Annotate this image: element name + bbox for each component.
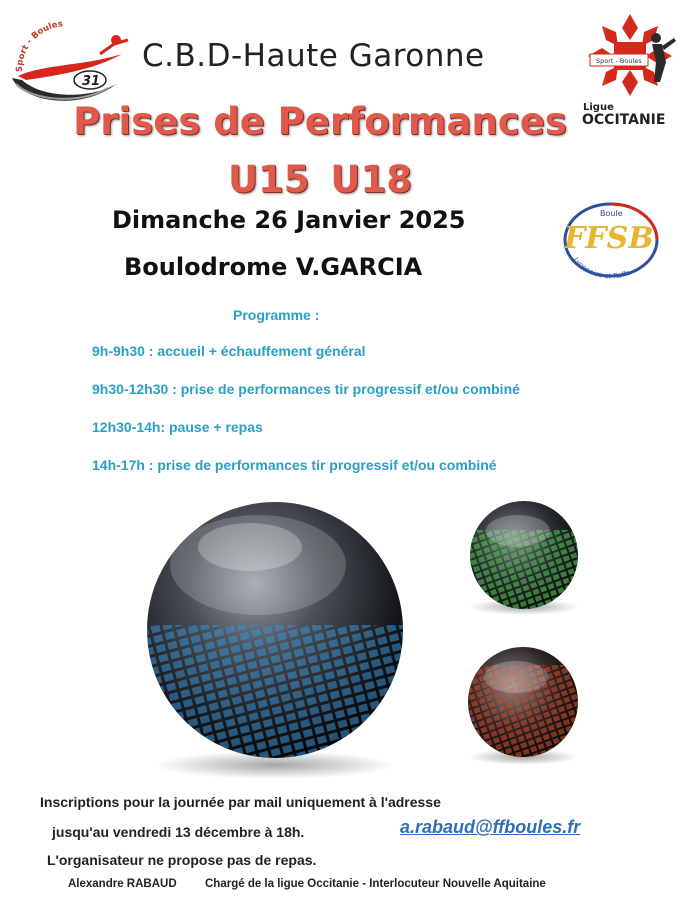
svg-text:Lyonnaise et Raffa (572, 256, 632, 280)
programme-item: 9h-9h30 : accueil + échauffement général (92, 343, 366, 359)
boules-graphic (140, 495, 600, 785)
ffsb-logo (556, 200, 666, 280)
event-date: Dimanche 26 Janvier 2025 (112, 206, 466, 234)
meal-note: L'organisateur ne propose pas de repas. (47, 852, 317, 868)
ffsb-arc-text: Lyonnaise et Raffa (571, 255, 632, 280)
event-title-line1: Prises de Performances (73, 100, 567, 143)
contact-role: Chargé de la ligue Occitanie - Interlocuteur Nouvelle Aquitaine (205, 878, 546, 890)
ffsb-top-text: Boule (600, 209, 623, 218)
event-venue: Boulodrome V.GARCIA (124, 253, 423, 281)
ffsb-letters: FFSB (564, 221, 654, 256)
registration-text: Inscriptions pour la journée par mail uniquement à l'adresse (40, 794, 441, 810)
programme-item: 9h30-12h30 : prise de performances tir progressif et/ou combiné (92, 381, 520, 397)
occitanie-label-name: OCCITANIE (582, 112, 666, 128)
programme-item: 14h-17h : prise de performances tir progressif et/ou combiné (92, 457, 497, 473)
ffsb-logo-graphic (556, 200, 666, 280)
programme-heading: Programme : (233, 307, 320, 323)
occitanie-label-ligue: Ligue (583, 102, 614, 113)
event-title-line2: U15 U18 (228, 158, 412, 201)
org-name: C.B.D-Haute Garonne (142, 38, 485, 74)
contact-name: Alexandre RABAUD (68, 878, 177, 890)
deadline-text: jusqu'au vendredi 13 décembre à 18h. (52, 824, 305, 840)
cbd-logo-arc-text: Sport - Boules (14, 19, 64, 73)
cbd-logo-graphic (4, 14, 132, 106)
programme-item: 12h30-14h: pause + repas (92, 419, 263, 435)
cbd-logo (4, 14, 132, 106)
svg-text:Sport - Boules (15, 19, 64, 72)
cbd-logo-number: 31 (82, 74, 101, 89)
contact-email-link[interactable]: a.rabaud@ffboules.fr (400, 817, 581, 837)
occitanie-ribbon-text: Sport - Boules (596, 57, 642, 65)
boules-illustration (140, 495, 600, 785)
